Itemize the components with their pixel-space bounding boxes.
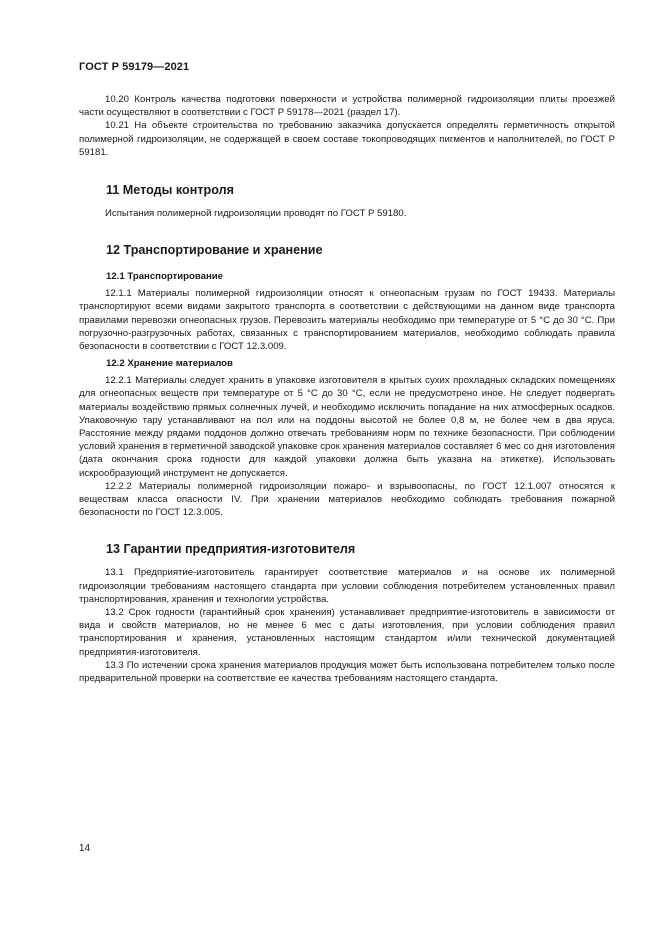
clause-10-20: 10.20 Контроль качества подготовки поверхности и устройства полимерной гидроизоляции плиты проезжей части осуществляют в соответствии с ГОСТ Р 59178—2021 (раздел 17). <box>79 94 615 119</box>
section-13-title: 13 Гарантии предприятия-изготовителя <box>106 542 356 557</box>
subsection-12-2-title: 12.2 Хранение материалов <box>106 358 233 370</box>
clause-10-21: 10.21 На объекте строительства по требованию заказчика допускается определять герметичность открытой полимерной гидроизоляции, не содержащей в своем составе токопроводящих пигментов и наполнителей, по ГОСТ Р 59181. <box>79 120 615 158</box>
page-number: 14 <box>79 843 91 854</box>
clause-13-3: 13.3 По истечении срока хранения материалов продукция может быть использована потребителем только после предварительной проверки на соответствие ее качества требованиям настоящего стандарта. <box>79 659 615 685</box>
section-11-text: Испытания полимерной гидроизоляции проводят по ГОСТ Р 59180. <box>105 208 407 220</box>
document-code-header: ГОСТ Р 59179—2021 <box>79 61 190 73</box>
document-body <box>79 93 615 685</box>
clause-12-2-2: 12.2.2 Материалы полимерной гидроизоляции пожаро- и взрывоопасны, по ГОСТ 12.1.007 относятся к веществам класса опасности IV. При хранении материалов необходимо соблюдать требования пожарной безопасности по ГОСТ 12.3.005. <box>79 480 615 519</box>
section-11-title: 11 Методы контроля <box>106 183 234 198</box>
clause-13-2: 13.2 Срок годности (гарантийный срок хранения) устанавливает предприятие-изготовитель в зависимости от вида и свойств материалов, но не менее 6 мес с даты изготовления, при условии соблюдения правил транспортирования и хранения, установленных настоящим стандартом и/или технической документацией предприятия-изготовителя. <box>79 607 615 658</box>
clause-12-2-1: 12.2.1 Материалы следует хранить в упаковке изготовителя в крытых сухих прохладных складских помещениях для огнеопасных веществ при температуре от 5 °С до 30 °С, если не предусмотрено иное. Не следует подвергать материалы воздействию прямых солнечных лучей, и необходимо исключить попадание на них атмосферных осадков. Упаковочную тару устанавливают на пол или на поддоны высотой не более 0,8 м, не более чем в два яруса. Расстояние между рядами поддонов должно отвечать требованиям норм по технике безопасности. При соблюдении условий хранения в герметичной заводской упаковке срок хранения материалов составляет 6 мес со дня изготовления (дата окончания срока годности для каждой упаковки должна быть указана на этикетке). Использовать искрообразующий инструмент не допускается. <box>79 375 615 479</box>
clause-12-1-1: 12.1.1 Материалы полимерной гидроизоляции относят к огнеопасным грузам по ГОСТ 19433. Материалы транспортируют всеми видами закрытого транспорта в соответствии с действующими на данном виде транспорта правилами перевозки огнеопасных грузов. Перевозить материалы необходимо при температуре от 5 °С до 30 °С. При погрузочно-разгрузочных работах, связанных с транспортированием материалов, необходимо соблюдать правила безопасности в соответствии с ГОСТ 12.3.009. <box>79 288 615 353</box>
section-12-title: 12 Транспортирование и хранение <box>106 243 323 258</box>
subsection-12-1-title: 12.1 Транспортирование <box>106 271 223 283</box>
clause-13-1: 13.1 Предприятие-изготовитель гарантирует соответствие материалов и на основе их полимерной гидроизоляции требованиям настоящего стандарта при условии соблюдения потребителем установленных правил транспортирования, хранения и технологии устройства. <box>79 567 615 605</box>
